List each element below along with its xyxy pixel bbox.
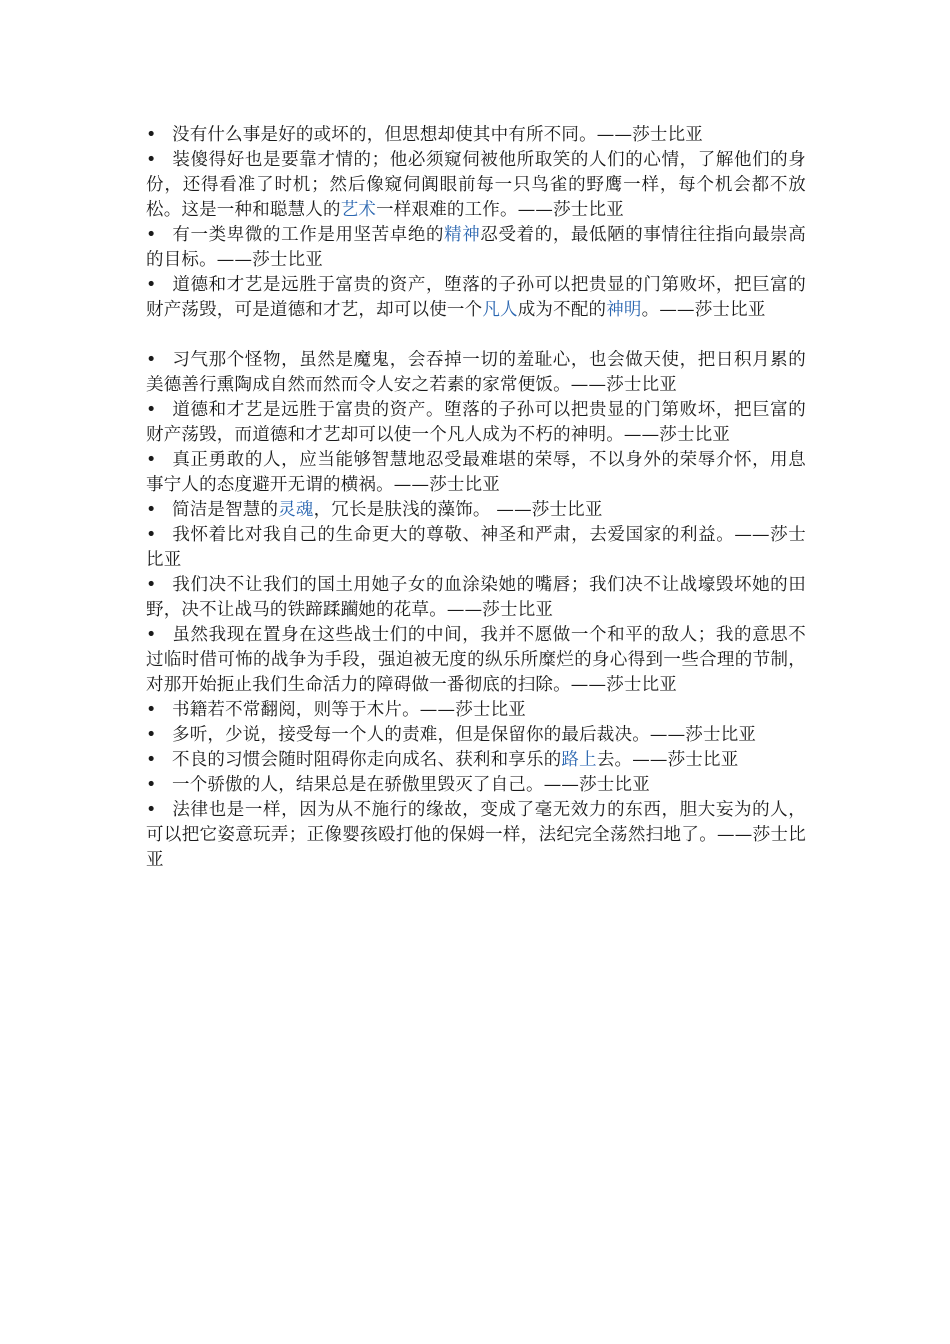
quote-list-item: [146, 723, 806, 748]
document-page: [146, 123, 806, 873]
quote-text: 我们决不让我们的国土用她子女的血涂染她的嘴唇；我们决不让战壕毁坏她的田野，决不让战马的铁蹄蹂躏她的花草。——莎士比亚: [146, 575, 806, 620]
quote-text: 没有什么事是好的或坏的，但思想却使其中有所不同。——莎士比亚: [172, 125, 703, 145]
quote-text: 。——莎士比亚: [641, 300, 766, 320]
quote-text: 我怀着比对我自己的生命更大的尊敬、神圣和严肃，去爱国家的利益。——莎士比亚: [146, 525, 806, 570]
quote-text: 习气那个怪物，虽然是魔鬼，会吞掉一切的羞耻心，也会做天使，把日积月累的美德善行熏陶成自然而然而令人安之若素的家常便饭。——莎士比亚: [146, 350, 806, 395]
quote-text: 装傻得好也是要靠才情的；他必须窥伺被他所取笑的人们的心情，了解他们的身份，还得看准了时机；然后像窥伺阗眼前每一只鸟雀的野鹰一样，每个机会都不放松。这是一种和聪慧人的: [146, 150, 806, 220]
quote-list-group-2: [146, 348, 806, 873]
quote-list-item: [146, 748, 806, 773]
keyword-link[interactable]: 灵魂: [278, 500, 314, 520]
bullet-icon: •: [146, 800, 157, 820]
bullet-icon: •: [146, 125, 157, 145]
bullet-icon: •: [146, 275, 157, 295]
keyword-link[interactable]: 精神: [444, 225, 481, 245]
bullet-icon: •: [146, 450, 157, 470]
quote-list-item: [146, 123, 806, 148]
quote-text: 道德和才艺是远胜于富贵的资产，堕落的子孙可以把贵显的门第败坏，把巨富的财产荡毁，可是道德和才艺，却可以使一个: [146, 275, 806, 320]
quote-text: 去。——莎士比亚: [596, 750, 739, 770]
quote-text: 真正勇敢的人，应当能够智慧地忍受最难堪的荣辱，不以身外的荣辱介怀，用息事宁人的态度避开无谓的横祸。——莎士比亚: [146, 450, 806, 495]
quote-list-item: [146, 223, 806, 273]
keyword-link[interactable]: 艺术: [340, 200, 377, 220]
quote-text: 成为不配的: [517, 300, 607, 320]
quote-list-item: [146, 798, 806, 873]
quote-text: 虽然我现在置身在这些战士们的中间，我并不愿做一个和平的敌人；我的意思不过临时借可怖的战争为手段，强迫被无度的纵乐所糜烂的身心得到一些合理的节制，对那开始扼止我们生命活力的障碍做一番彻底的扫除。——莎士比亚: [146, 625, 806, 695]
bullet-icon: •: [146, 500, 157, 520]
bullet-icon: •: [146, 750, 157, 770]
quote-list-item: [146, 573, 806, 623]
quote-list-item: [146, 273, 806, 323]
quote-text: 书籍若不常翻阅，则等于木片。——莎士比亚: [172, 700, 526, 720]
quote-text: 法律也是一样，因为从不施行的缘故，变成了毫无效力的东西，胆大妄为的人，可以把它姿意玩弄；正像婴孩殴打他的保姆一样，法纪完全荡然扫地了。——莎士比亚: [146, 800, 806, 870]
bullet-icon: •: [146, 150, 157, 170]
quote-list-item: [146, 523, 806, 573]
quote-list-item: [146, 448, 806, 498]
bullet-icon: •: [146, 625, 157, 645]
bullet-icon: •: [146, 725, 157, 745]
quote-text: 一个骄傲的人，结果总是在骄傲里毁灭了自己。——莎士比亚: [172, 775, 650, 795]
quote-text: 一样艰难的工作。——莎士比亚: [376, 200, 624, 220]
bullet-icon: •: [146, 400, 157, 420]
quote-list-item: [146, 498, 806, 523]
quote-text: 不良的习惯会随时阻碍你走向成名、获利和享乐的: [172, 750, 562, 770]
bullet-icon: •: [146, 775, 157, 795]
quote-text: 道德和才艺是远胜于富贵的资产。堕落的子孙可以把贵显的门第败坏，把巨富的财产荡毁，而道德和才艺却可以使一个凡人成为不朽的神明。——莎士比亚: [146, 400, 806, 445]
quote-list-item: [146, 398, 806, 448]
quote-text: 多听，少说，接受每一个人的责难，但是保留你的最后裁决。——莎士比亚: [172, 725, 757, 745]
quote-list-item: [146, 623, 806, 698]
bullet-icon: •: [146, 575, 157, 595]
quote-list-item: [146, 773, 806, 798]
bullet-icon: •: [146, 350, 157, 370]
quote-text: 忍受着的，最低陋的事情往往指向最崇高的目标。——莎士比亚: [146, 225, 806, 270]
bullet-icon: •: [146, 700, 157, 720]
bullet-icon: •: [146, 525, 157, 545]
paragraph-gap: [146, 323, 806, 348]
quote-list-group-1: [146, 123, 806, 323]
keyword-link[interactable]: 凡人: [482, 300, 518, 320]
quote-text: ，冗长是肤浅的藻饰。 ——莎士比亚: [313, 500, 603, 520]
quote-list-item: [146, 698, 806, 723]
bullet-icon: •: [146, 225, 157, 245]
quote-text: 有一类卑微的工作是用坚苦卓绝的: [172, 225, 445, 245]
quote-text: 简洁是智慧的: [172, 500, 279, 520]
keyword-link[interactable]: 神明: [606, 300, 642, 320]
keyword-link[interactable]: 路上: [561, 750, 597, 770]
quote-list-item: [146, 348, 806, 398]
quote-list-item: [146, 148, 806, 223]
